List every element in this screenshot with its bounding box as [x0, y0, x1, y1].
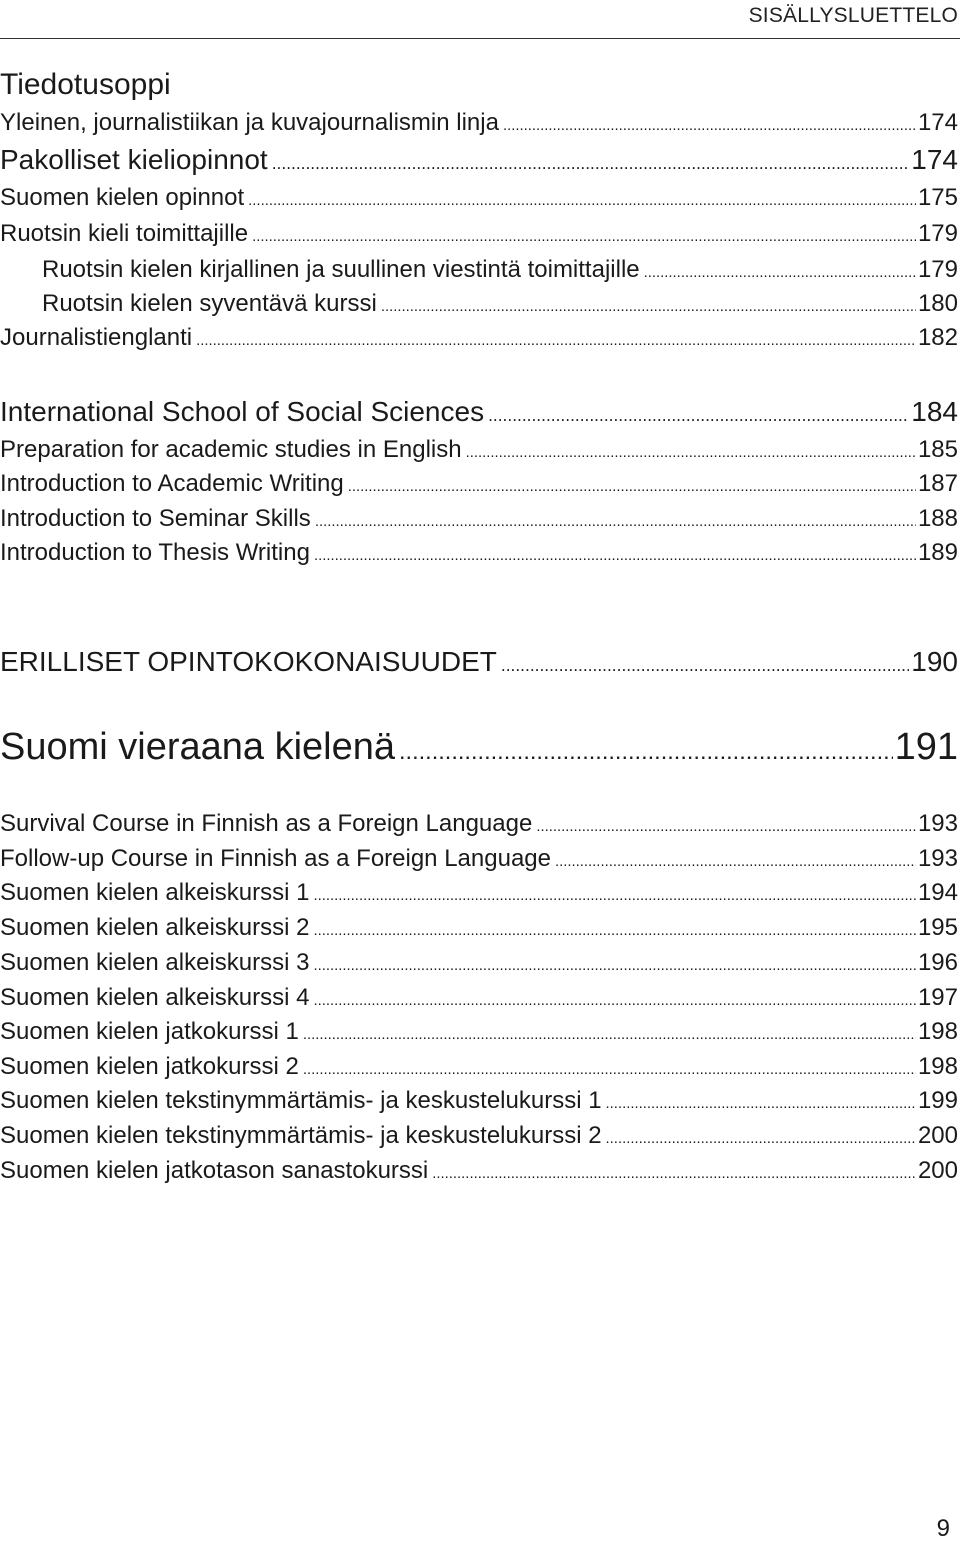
toc-entry-page: 193 [917, 845, 958, 872]
toc-entry-title: Yleinen, journalistiikan ja kuvajournalismin linja [0, 109, 499, 136]
toc-entry-page: 174 [917, 109, 958, 136]
toc-entry [0, 1157, 958, 1185]
toc-entry-title: Preparation for academic studies in English [0, 436, 462, 463]
toc-entry-title: Follow-up Course in Finnish as a Foreign Language [0, 845, 551, 872]
toc-entry-title: Introduction to Academic Writing [0, 470, 344, 497]
toc-entry-page: 182 [917, 324, 958, 351]
toc-entry-title: Suomen kielen opinnot [0, 184, 245, 211]
toc-entry [0, 470, 958, 498]
toc-entry-title: Survival Course in Finnish as a Foreign Language [0, 810, 533, 837]
toc-entry-page: 198 [917, 1053, 958, 1080]
toc-entry [0, 436, 958, 464]
toc-entry-title: Suomi vieraana kielenä [0, 726, 396, 768]
toc-leader [466, 445, 916, 461]
toc-leader [196, 333, 916, 349]
toc-entry-title: Ruotsin kielen kirjallinen ja suullinen viestintä toimittajille [42, 256, 640, 283]
toc-entry [0, 184, 958, 212]
toc-entry-page: 194 [917, 879, 958, 906]
toc-entry-title: Suomen kielen jatkokurssi 2 [0, 1053, 299, 1080]
toc-entry [0, 144, 958, 176]
toc-entry-title: Suomen kielen alkeiskurssi 4 [0, 984, 310, 1011]
toc-entry-page: 179 [917, 256, 958, 283]
toc-leader [252, 229, 916, 245]
toc-leader [488, 405, 909, 426]
toc-leader [315, 514, 916, 530]
toc-entry [0, 109, 958, 137]
toc-leader [606, 1131, 916, 1147]
toc-entry-title: Suomen kielen alkeiskurssi 1 [0, 879, 310, 906]
toc-leader [399, 738, 893, 765]
toc-entry-page: 189 [917, 539, 958, 566]
toc-entry-page: 187 [917, 470, 958, 497]
toc-entry [0, 949, 958, 977]
toc-entry-title: Suomen kielen jatkokurssi 1 [0, 1018, 299, 1045]
toc-entry [0, 1053, 958, 1081]
toc-entry-page: 179 [917, 220, 958, 247]
toc-entry-page: 200 [917, 1122, 958, 1149]
toc-leader [432, 1166, 916, 1182]
toc-entry-page: 199 [917, 1087, 958, 1114]
toc-leader [536, 819, 916, 835]
toc-leader [313, 888, 915, 904]
toc-entry-page: 197 [917, 984, 958, 1011]
toc-entry-title: ERILLISET OPINTOKOKONAISUUDET [0, 646, 497, 677]
toc-leader [644, 265, 916, 281]
toc-leader [313, 958, 915, 974]
toc-leader [313, 993, 915, 1009]
toc-entry [0, 324, 958, 352]
toc-entry-title: Introduction to Thesis Writing [0, 539, 310, 566]
toc-leader [314, 548, 916, 564]
toc-entry [0, 290, 958, 318]
toc-entry [0, 1122, 958, 1150]
toc-entry [0, 256, 958, 284]
toc-entry [0, 914, 958, 942]
toc-entry [0, 810, 958, 838]
toc-entry-page: 198 [917, 1018, 958, 1045]
toc-entry-title: International School of Social Sciences [0, 396, 485, 427]
running-head: SISÄLLYSLUETTELO [748, 4, 958, 27]
toc-entry-page: 174 [911, 144, 958, 175]
toc-entry-page: 195 [917, 914, 958, 941]
toc-leader [501, 655, 909, 676]
toc-entry-title: Suomen kielen jatkotason sanastokurssi [0, 1157, 429, 1184]
toc-entry [0, 505, 958, 533]
toc-leader [303, 1062, 916, 1078]
toc-entry-title: Journalistienglanti [0, 324, 193, 351]
toc-entry-page: 184 [911, 396, 958, 427]
toc-entry-page: 185 [917, 436, 958, 463]
page-number: 9 [936, 1515, 950, 1542]
toc-entry [0, 726, 958, 769]
toc-leader [303, 1027, 916, 1043]
toc-entry-page: 200 [917, 1157, 958, 1184]
toc-entry-title: Suomen kielen tekstinymmärtämis- ja keskustelukurssi 2 [0, 1122, 602, 1149]
header-rule [0, 38, 960, 39]
toc-leader [381, 299, 916, 315]
toc-section-title: Tiedotusoppi [0, 68, 171, 101]
toc-entry [0, 984, 958, 1012]
toc-entry-title: Ruotsin kieli toimittajille [0, 220, 249, 247]
toc-entry-page: 190 [911, 646, 958, 677]
toc-leader [555, 854, 916, 870]
toc-entry [0, 396, 958, 428]
toc-entry-title: Ruotsin kielen syventävä kurssi [42, 290, 377, 317]
toc-leader [313, 923, 915, 939]
toc-entry-title: Suomen kielen alkeiskurssi 2 [0, 914, 310, 941]
toc-entry-title: Suomen kielen tekstinymmärtämis- ja keskustelukurssi 1 [0, 1087, 602, 1114]
toc-leader [503, 118, 916, 134]
toc-entry-page: 191 [894, 726, 958, 768]
toc-entry-title: Suomen kielen alkeiskurssi 3 [0, 949, 310, 976]
toc-entry [0, 646, 958, 678]
toc-entry [0, 879, 958, 907]
toc-entry-page: 196 [917, 949, 958, 976]
toc-entry-page: 180 [917, 290, 958, 317]
toc-entry-title: Pakolliset kieliopinnot [0, 144, 268, 175]
toc-entry [0, 845, 958, 873]
toc-leader [606, 1096, 916, 1112]
toc-entry [0, 539, 958, 567]
toc-entry [0, 1087, 958, 1115]
toc-entry-page: 188 [917, 505, 958, 532]
toc-leader [272, 153, 910, 174]
toc-leader [348, 479, 916, 495]
toc-entry [0, 220, 958, 248]
toc-entry-title: Introduction to Seminar Skills [0, 505, 311, 532]
toc-entry [0, 1018, 958, 1046]
toc-entry-page: 175 [917, 184, 958, 211]
toc-entry-page: 193 [917, 810, 958, 837]
toc-leader [248, 193, 916, 209]
